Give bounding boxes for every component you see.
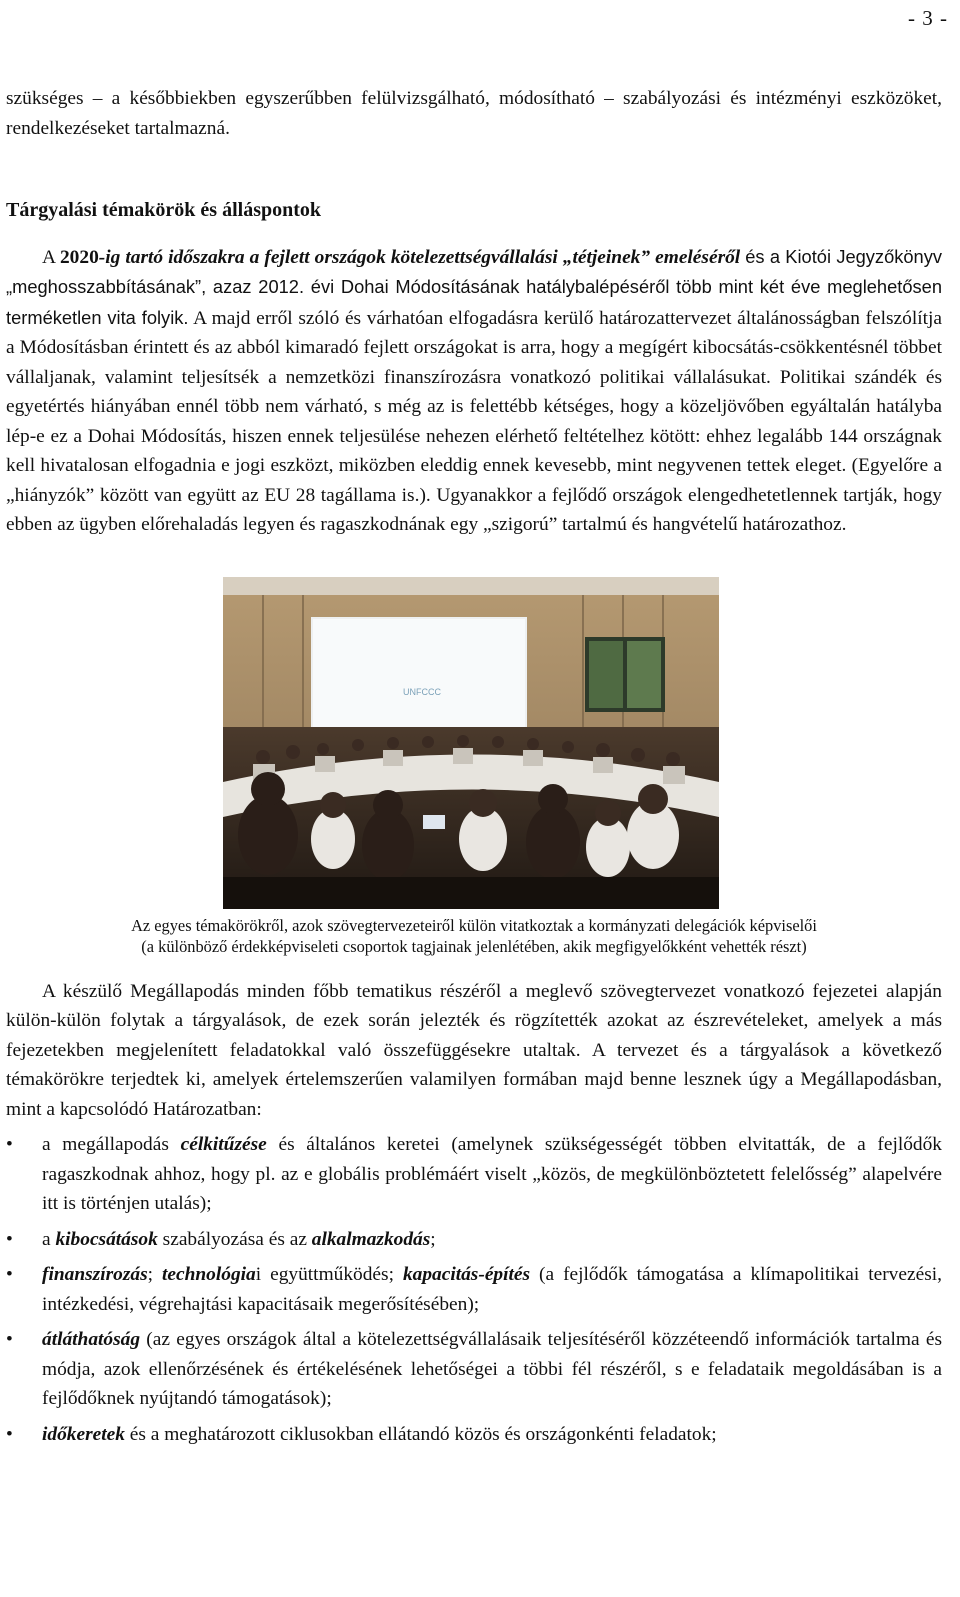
term-celkituzes: célkitűzése [180,1134,267,1155]
para1-emphasis: -ig tartó időszakra a fejlett országok kötelezettségvállalási „tétjeinek” emeléséről [98,246,741,268]
screen-logo-text: UNFCCC [403,686,441,697]
document-body [6,84,942,1455]
term-technologia: technológia [162,1264,256,1285]
figure-caption [6,915,942,957]
page-number: - 3 - [908,6,948,30]
caption-line-1: Az egyes témakörökről, azok szövegtervezeteiről külön vitatkoztak a kormányzati delegációk képviselői [131,915,817,935]
paragraph-agreement: A készülő Megállapodás minden főbb tematikus részéről a meglevő szövegtervezet vonatkozó fejezetei alapján külön-külön folytak a tárgyalások, de ezek során jelezték és rögzítették azokat az észrevételeket, amelyek a más fejezetekben megjelenített feladatokkal való összefüggésekre utaltak. A tervezet és a tárgyalások a következő témakörökre terjedtek ki, amelyek értelemszerűen valamilyen formában majd benne lesznek úgy a Megállapodásban, mint a kapcsolódó Határozatban: [6,980,942,1120]
term-finanszirozas: finanszírozás [42,1264,148,1285]
term-alkalmazkodas: alkalmazkodás [311,1228,431,1250]
paragraph-dohai [6,242,942,540]
caption-line-2: (a különböző érdekképviseleti csoportok tagjainak jelenlétében, akik megfigyelőkként vehették részt) [141,936,807,956]
list-item: • a kibocsátások szabályozása és az alkalmazkodás; [6,1225,942,1255]
term-kibocsatasok: kibocsátások [55,1228,158,1250]
para1-year: 2020 [59,246,99,268]
bullet-icon: • [6,1134,13,1155]
bullet-icon: • [6,1329,13,1350]
para1-start: A [42,246,60,268]
para1-sans-text: és a Kiotói Jegyzőkönyv „meghosszabbításának”, azaz 2012. évi Dohai Módosításának hatálybalépéséről több mint két éve meglehetősen terméketlen vita folyik. [6,245,942,328]
list-item: • időkeretek és a meghatározott ciklusokban ellátandó közös és országonkénti feladatok; [6,1420,942,1450]
term-kapacitas-epites: kapacitás-építés [402,1264,531,1285]
bullet-icon: • [6,1423,13,1445]
intro-paragraph: szükséges – a későbbiekben egyszerűbben felülvizsgálható, módosítható – szabályozási és intézményi eszközöket, rendelkezéseket tartalmazná. [6,88,942,139]
term-atlathatosag: átláthatóság [42,1329,141,1350]
section-heading: Tárgyalási témakörök és álláspontok [6,199,322,221]
list-item: • átláthatóság (az egyes országok által a kötelezettségvállalásaik teljesítéséről közzéteendő információk tartalma és módja, azok ellenőrzésének és értékelésének lehetőségei a többi fél részéről, s e feladataik megoldásában is a fejlődőknek nyújtandó támogatások); [6,1325,942,1414]
bullet-icon: • [6,1228,13,1250]
list-item: • a megállapodás célkitűzése és általános keretei (amelynek szükségességét többen elvitatták, de a fejlődők ragaszkodnak ahhoz, hogy pl. az e globális problémáért viselt „közös, de megkülönböztetett felelősség” alapelvére itt is történjen utalás); [6,1130,942,1219]
para1-rest: A majd erről szóló és várhatóan elfogadásra kerülő határozattervezet általánosságban felszólítja a Módosításban érintett és az abból kimaradó fejlett országokat is arra, hogy a megígért kibocsátás-csökkentésnél többet vállaljanak, valamint teljesítsék a nemzetközi finanszírozásra vonatkozó politikai vállalásukat. Politikai szándék és egyetértés hiányában ennél több nem várható, s még az is felettébb kétséges, hogy a közeljövőben egyáltalán hatályba lép-e ez a Dohai Módosítás, hiszen ennek teljesülése nehezen elérhető feltételhez kötött: ehhez legalább 144 országnak kell hivatalosan elfogadnia e jogi eszközt, miközben eleddig ennek kevesebb, mint negyvenen tettek eleget. (Egyelőre a „hiányzók” között van együtt az EU 28 tagállama is.). Ugyanakkor a fejlődő országok elengedhetetlennek tartják, hogy ebben az ügyben előrehaladás legyen és ragaszkodnának egy „szigorú” tartalmú és hangvételű határozathoz. [6,307,943,535]
conference-photo [223,577,719,909]
topics-list [6,1130,942,1449]
conference-room-image [223,577,719,909]
term-idokeretek: időkeretek [42,1423,125,1445]
bullet-icon: • [6,1264,13,1285]
list-item: • finanszírozás; technológiai együttműködés; kapacitás-építés (a fejlődők támogatása a klímapolitikai tervezési, intézkedési, végrehajtási kapacitásaik megerősítésében); [6,1260,942,1319]
